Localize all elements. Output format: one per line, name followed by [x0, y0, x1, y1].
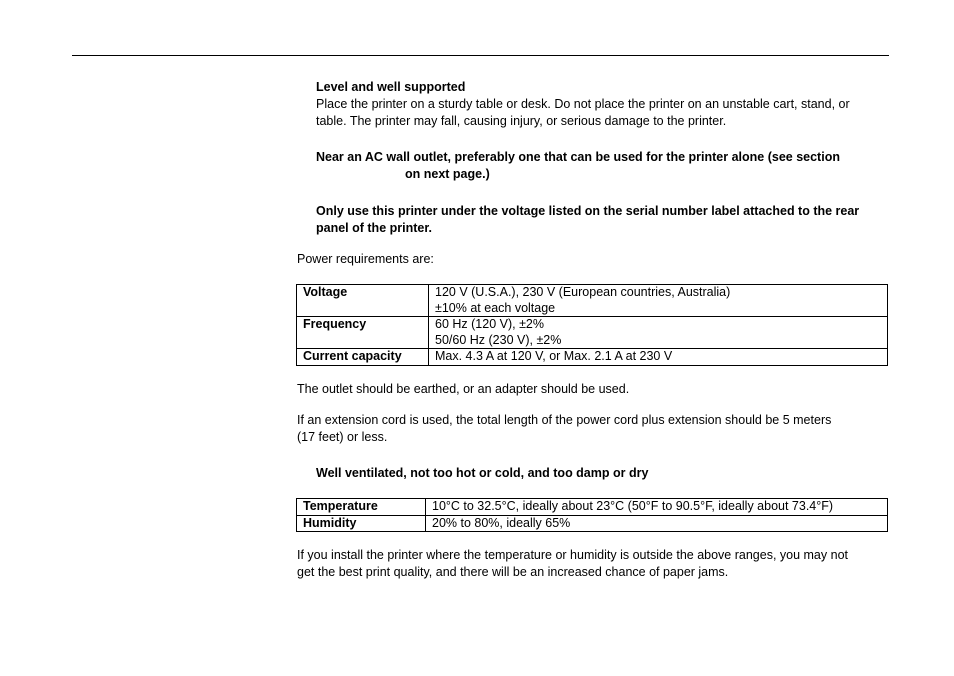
voltage-note	[316, 203, 859, 237]
frequency-label: Frequency	[297, 317, 429, 349]
extension-note-line-2: (17 feet) or less.	[297, 430, 388, 444]
environment-table	[296, 498, 888, 532]
power-intro: Power requirements are:	[297, 252, 434, 266]
voltage-value-line-1: 120 V (U.S.A.), 230 V (European countries, Australia)	[435, 285, 731, 299]
voltage-note-line-2: panel of the printer.	[316, 221, 432, 235]
range-note	[297, 547, 848, 581]
frequency-value-line-2: 50/60 Hz (230 V), ±2%	[435, 332, 562, 347]
level-heading: Level and well supported	[316, 80, 466, 94]
range-note-line-2: get the best print quality, and there will be an increased chance of paper jams.	[297, 565, 729, 579]
temperature-value: 10°C to 32.5°C, ideally about 23°C (50°F to 90.5°F, ideally about 73.4°F)	[426, 499, 888, 516]
outlet-section	[316, 149, 840, 183]
frequency-value-line-1: 60 Hz (120 V), ±2%	[435, 317, 544, 331]
outlet-line-2: on next page.)	[405, 167, 490, 181]
voltage-value-line-2: ±10% at each voltage	[435, 300, 556, 315]
range-note-line-1: If you install the printer where the temperature or humidity is outside the above ranges, you may not	[297, 548, 848, 562]
frequency-value	[429, 317, 888, 349]
temperature-label: Temperature	[297, 499, 426, 516]
current-capacity-value: Max. 4.3 A at 120 V, or Max. 2.1 A at 230 V	[429, 349, 888, 366]
table-row	[297, 317, 888, 349]
power-requirements-table	[296, 284, 888, 366]
header-rule	[72, 55, 889, 56]
humidity-label: Humidity	[297, 515, 426, 532]
level-body-line-1: Place the printer on a sturdy table or desk. Do not place the printer on an unstable cart, stand, or	[316, 97, 850, 111]
earthed-note: The outlet should be earthed, or an adapter should be used.	[297, 382, 630, 396]
table-row	[297, 285, 888, 317]
level-section	[316, 79, 850, 130]
voltage-label: Voltage	[297, 285, 429, 317]
voltage-value	[429, 285, 888, 317]
table-row	[297, 349, 888, 366]
humidity-value: 20% to 80%, ideally 65%	[426, 515, 888, 532]
current-capacity-label: Current capacity	[297, 349, 429, 366]
extension-note	[297, 412, 831, 446]
table-row	[297, 515, 888, 532]
level-body-line-2: table. The printer may fall, causing injury, or serious damage to the printer.	[316, 114, 727, 128]
table-row	[297, 499, 888, 516]
extension-note-line-1: If an extension cord is used, the total length of the power cord plus extension should be 5 meters	[297, 413, 832, 427]
ventilation-heading: Well ventilated, not too hot or cold, and too damp or dry	[316, 466, 649, 480]
outlet-line-1: Near an AC wall outlet, preferably one that can be used for the printer alone (see section	[316, 150, 840, 164]
voltage-note-line-1: Only use this printer under the voltage listed on the serial number label attached to the rear	[316, 204, 860, 218]
